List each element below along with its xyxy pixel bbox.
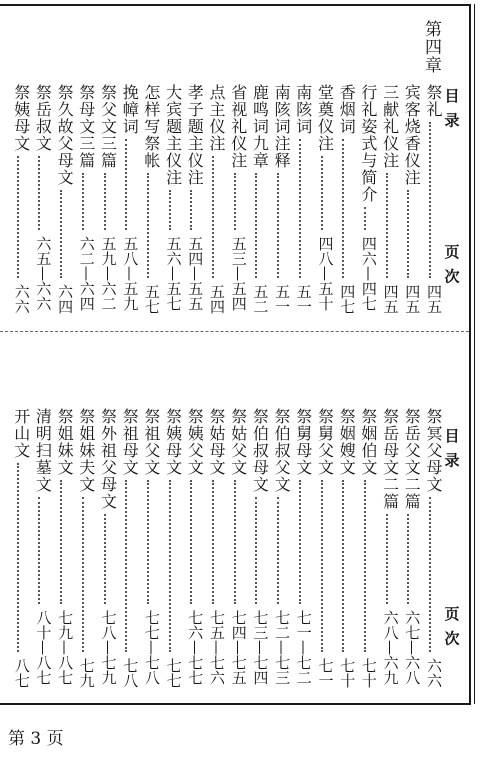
chapter-heading	[419, 20, 441, 79]
toc-entry-page: 六六	[12, 284, 31, 314]
toc-entry	[376, 84, 398, 316]
toc-entry-page: 七十	[359, 658, 378, 688]
toc-entry-title: 祭伯叔母文	[250, 408, 270, 493]
toc-leader-dots	[429, 497, 431, 652]
toc-leader-dots	[38, 156, 40, 230]
toc-entry-page: 五六—五七	[164, 236, 183, 311]
toc-leader-dots	[342, 480, 344, 652]
toc-entry-title: 祭岳叔文	[33, 84, 53, 152]
toc-entry-page: 五九—六二	[99, 236, 118, 311]
section-separator	[0, 331, 469, 332]
toc-leader-dots	[147, 173, 149, 278]
toc-entry	[94, 408, 116, 690]
toc-entry-title: 祭姨母文	[163, 408, 183, 476]
toc-leader-dots	[190, 190, 192, 230]
toc-entry-page: 四五	[381, 284, 400, 314]
toc-leader-dots	[386, 514, 388, 604]
toc-entry-title: 祭岳母文二篇	[380, 408, 400, 510]
toc-entry-title: 祭姨母文	[11, 84, 31, 152]
toc-entry	[267, 84, 292, 316]
toc-leader-dots	[386, 173, 388, 278]
toc-entry-page: 六二—六四	[77, 236, 96, 311]
toc-entry-title: 堂奠仪注	[315, 84, 335, 152]
toc-entry-page: 五一	[273, 284, 292, 314]
toc-entry-page: 五八—五九	[121, 236, 140, 311]
toc-entry-title: 祭外祖父母文	[98, 408, 118, 510]
toc-entry-page: 七七—七八	[142, 610, 161, 685]
toc-entry	[311, 84, 333, 316]
toc-entry-title: 行礼姿式与简介	[358, 84, 378, 203]
toc-entry-title: 祭父文三篇	[98, 84, 118, 169]
toc-entry-title: 祭冥父母文	[424, 408, 443, 493]
toc-entry-page: 七九—八七	[56, 610, 75, 685]
toc-entry	[72, 408, 94, 690]
toc-leader-dots	[407, 190, 409, 278]
toc-entry-title: 祭姑母文	[207, 408, 226, 476]
toc-entry-title: 开山文	[11, 408, 31, 459]
toc-entry-title: 祭姨父文	[185, 408, 205, 476]
toc-leader-dots	[212, 156, 214, 278]
toc-entry-page: 七五—七六	[208, 610, 226, 685]
toc-entry-page: 七七	[164, 658, 183, 688]
page-border-right	[469, 4, 471, 704]
toc-entry-page: 六六	[425, 658, 443, 688]
toc-leader-dots	[321, 480, 323, 652]
toc-entry	[245, 84, 270, 316]
page-border-top	[0, 4, 471, 6]
toc-leader-dots	[82, 173, 84, 230]
toc-leader-dots	[125, 139, 127, 230]
toc-entry-title: 挽幛词	[120, 84, 140, 135]
toc-entry-page: 七十	[338, 658, 357, 688]
toc-entry-page: 六七—六八	[403, 610, 422, 685]
toc-entry-title: 南陔词	[293, 84, 313, 135]
toc-entry	[94, 84, 116, 316]
toc-entry-title: 祭伯叔父文	[272, 408, 292, 493]
toc-entry-page: 四五	[425, 284, 443, 314]
toc-entry-page: 七一—七二	[294, 610, 313, 685]
toc-leader-dots	[60, 480, 62, 604]
toc-heading-label: 目 录	[442, 428, 461, 470]
toc-entry-page: 六八—六九	[381, 610, 400, 685]
toc-leader-dots	[234, 173, 236, 230]
toc-entry-page: 七九	[77, 658, 96, 688]
page-number-heading-top	[441, 244, 463, 289]
toc-entry-title: 南陔词注释	[272, 84, 292, 169]
toc-leader-dots	[364, 480, 366, 652]
toc-entry-title: 孝子题主仪注	[185, 84, 205, 186]
toc-leader-dots	[147, 480, 149, 604]
toc-entry	[159, 84, 181, 316]
toc-entry-title: 大宾题主仪注	[163, 84, 183, 186]
toc-entry	[376, 408, 398, 690]
toc-entry	[137, 84, 159, 316]
toc-entry-page: 七三—七四	[251, 610, 270, 685]
toc-entry-title: 祭姻伯文	[358, 408, 378, 476]
toc-leader-dots	[299, 139, 301, 278]
toc-entry	[7, 84, 29, 316]
toc-leader-dots	[17, 156, 19, 278]
toc-leader-dots	[364, 207, 366, 230]
toc-leader-dots	[342, 139, 344, 278]
toc-entry	[332, 408, 357, 690]
toc-entry-title: 祭祖母文	[120, 408, 140, 476]
toc-leader-dots	[125, 480, 127, 652]
toc-entry-page: 五七	[142, 284, 161, 314]
toc-entry-page: 四五	[403, 284, 422, 314]
toc-entry-title: 鹿鸣词九章	[250, 84, 270, 169]
toc-entry	[28, 84, 53, 316]
toc-leader-dots	[104, 514, 106, 604]
toc-entry-page: 八七	[12, 658, 31, 688]
page-footer: 第 3 页	[8, 729, 64, 749]
toc-entry-page: 六四	[56, 284, 75, 314]
page-border-bottom	[0, 703, 471, 705]
toc-entry-page: 七四—七五	[229, 610, 248, 685]
toc-entry-title: 怎样写祭帐	[141, 84, 161, 169]
toc-entry	[115, 84, 140, 316]
toc-entry-title: 清明扫墓文	[33, 408, 53, 493]
toc-entry-page: 五二	[251, 284, 270, 314]
toc-entry	[50, 408, 75, 690]
toc-entry-title: 点主仪注	[207, 84, 226, 152]
toc-entry	[224, 408, 246, 690]
toc-entry-page: 四八—五十	[316, 236, 335, 311]
toc-entry	[28, 408, 53, 690]
toc-entry-title: 三献礼仪注	[380, 84, 400, 169]
toc-entry-page: 七一	[316, 658, 335, 688]
toc-entry	[354, 408, 376, 690]
toc-leader-dots	[212, 480, 214, 604]
toc-entry	[7, 408, 29, 690]
toc-leader-dots	[429, 122, 431, 278]
toc-entry-title: 祭祖父文	[141, 408, 161, 476]
toc-leader-dots	[82, 497, 84, 652]
toc-leader-dots	[299, 480, 301, 604]
page-border-right-thin	[474, 4, 475, 704]
toc-heading-bottom	[441, 428, 463, 473]
chapter-label: 第四章	[421, 20, 441, 74]
toc-entry	[159, 408, 181, 690]
toc-heading-top	[441, 88, 463, 133]
toc-entry	[137, 408, 159, 690]
toc-entry	[115, 408, 140, 690]
page-number-heading-label: 页 次	[442, 244, 461, 286]
toc-entry	[332, 84, 357, 316]
toc-entry-title: 祭礼	[424, 84, 443, 118]
toc-entry	[180, 84, 205, 316]
toc-leader-dots	[255, 497, 257, 604]
toc-entry-page: 七六—七七	[186, 610, 205, 685]
toc-entry	[72, 84, 94, 316]
toc-leader-dots	[104, 173, 106, 230]
toc-entry-title: 香烟词	[337, 84, 357, 135]
toc-entry-page: 五四—五五	[186, 236, 205, 311]
toc-entry-title: 祭舅母文	[293, 408, 313, 476]
toc-leader-dots	[407, 514, 409, 604]
toc-leader-dots	[17, 463, 19, 652]
toc-entry-page: 四六—四七	[359, 236, 378, 311]
toc-entry-title: 祭姐妹文	[55, 408, 75, 476]
toc-entry-title: 祭母文三篇	[76, 84, 96, 169]
toc-leader-dots	[255, 173, 257, 278]
toc-leader-dots	[169, 190, 171, 230]
toc-entry	[419, 408, 441, 690]
toc-entry-page: 七八—七九	[99, 610, 118, 685]
toc-entry-page: 四七	[338, 284, 357, 314]
toc-entry	[311, 408, 333, 690]
toc-entry-page: 八十—八七	[34, 610, 53, 685]
toc-entry-title: 祭姐妹夫文	[76, 408, 96, 493]
toc-entry	[202, 84, 224, 316]
toc-entry-page: 六五—六六	[34, 236, 53, 311]
page-number-heading-bottom	[441, 606, 463, 651]
toc-leader-dots	[321, 156, 323, 230]
toc-entry-title: 祭久故父母文	[55, 84, 75, 186]
toc-entry	[180, 408, 205, 690]
toc-entry-title: 祭岳父文二篇	[402, 408, 422, 510]
toc-leader-dots	[277, 497, 279, 604]
toc-entry-title: 祭姑父文	[228, 408, 248, 476]
page-number-heading-label: 页 次	[442, 606, 461, 648]
toc-entry	[289, 84, 311, 316]
toc-entry-page: 七八	[121, 658, 140, 688]
toc-entry-title: 省视礼仪注	[228, 84, 248, 169]
toc-entry-page: 五四	[208, 284, 226, 314]
toc-entry	[245, 408, 270, 690]
toc-heading-label: 目 录	[442, 88, 461, 130]
toc-leader-dots	[169, 480, 171, 652]
toc-entry-title: 祭姻嫂文	[337, 408, 357, 476]
toc-entry	[354, 84, 376, 316]
toc-leader-dots	[277, 173, 279, 278]
toc-entry	[267, 408, 292, 690]
toc-entry-page: 五一	[294, 284, 313, 314]
toc-leader-dots	[60, 190, 62, 278]
toc-entry-page: 五三—五四	[229, 236, 248, 311]
toc-entry-title: 宾客烧香仪注	[402, 84, 422, 186]
toc-entry	[419, 84, 441, 316]
toc-entry-page: 七二—七三	[273, 610, 292, 685]
toc-leader-dots	[38, 497, 40, 604]
toc-entry	[224, 84, 246, 316]
toc-entry	[397, 408, 422, 690]
toc-entry	[202, 408, 224, 690]
toc-entry	[50, 84, 75, 316]
toc-entry	[397, 84, 422, 316]
toc-entry-title: 祭舅父文	[315, 408, 335, 476]
toc-leader-dots	[234, 480, 236, 604]
toc-entry	[289, 408, 311, 690]
toc-leader-dots	[190, 480, 192, 604]
